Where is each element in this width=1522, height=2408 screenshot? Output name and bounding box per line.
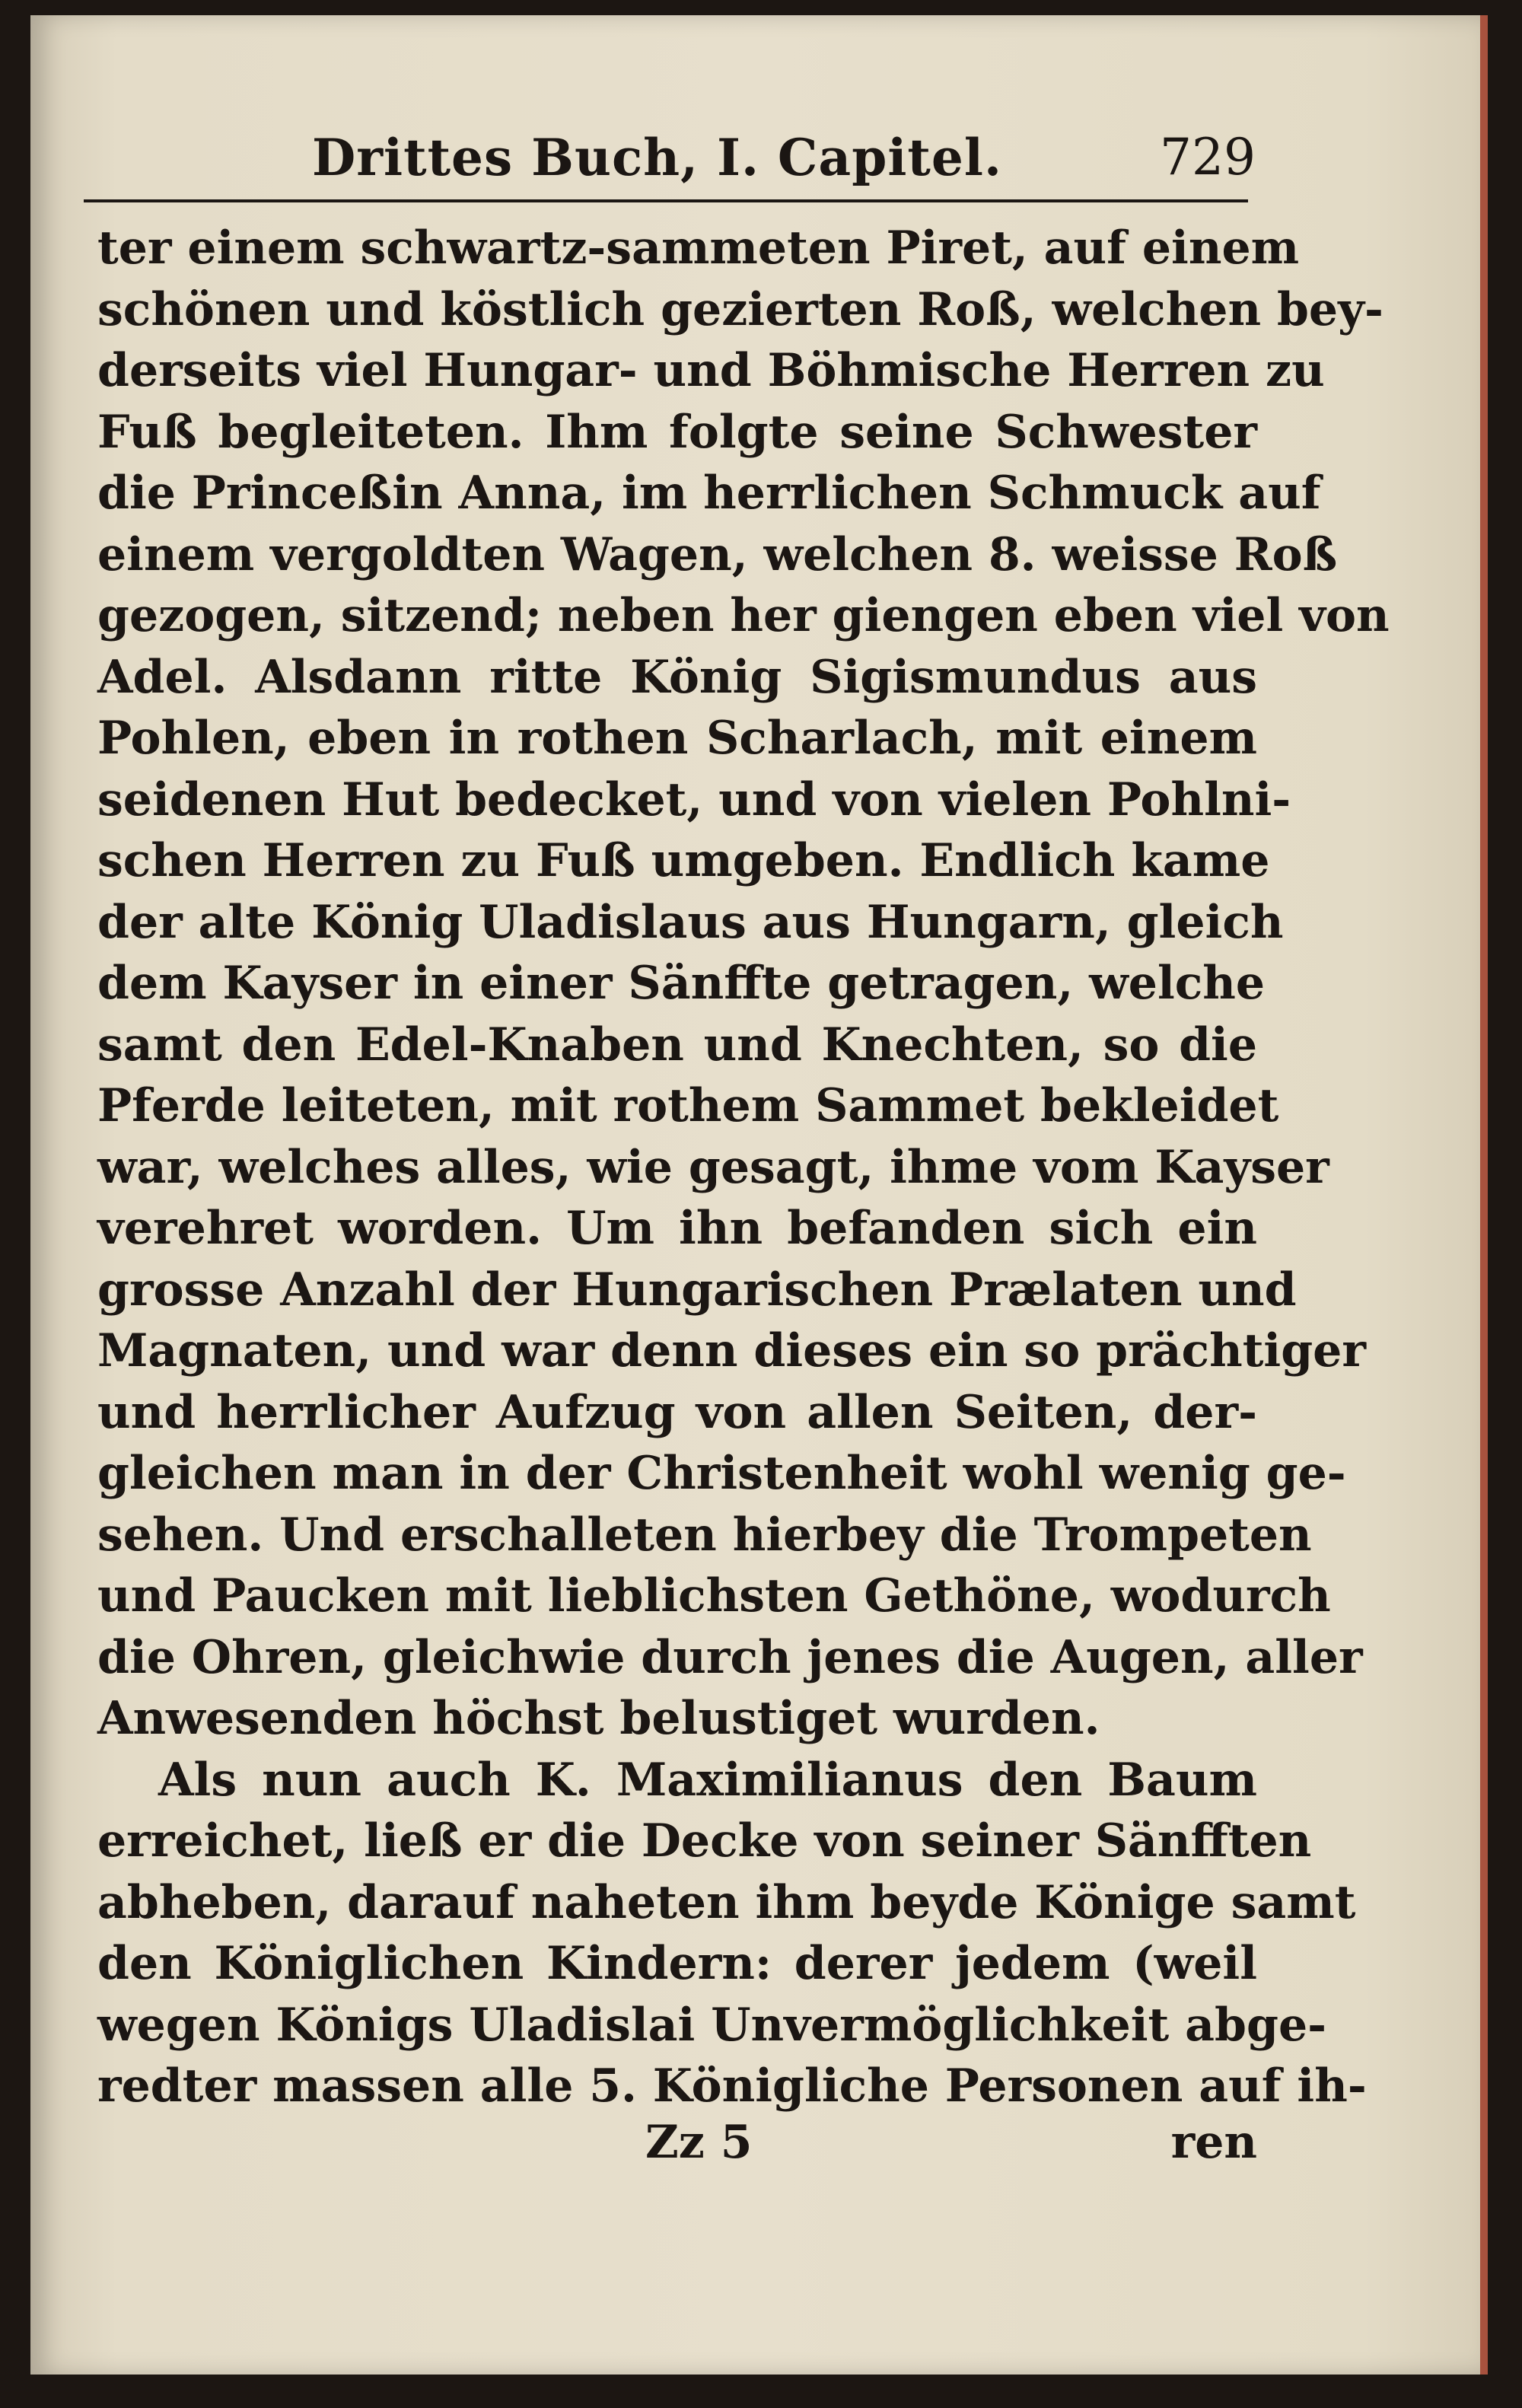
text-line: redter massen alle 5. Königliche Personen auf ih-: [97, 2059, 1367, 2113]
text-line: Pohlen, eben in rothen Scharlach, mit einem: [97, 712, 1257, 765]
text-line: sehen. Und erschalleten hierbey die Trompeten: [97, 1508, 1312, 1562]
text-line: abheben, darauf naheten ihm beyde Könige samt: [97, 1875, 1356, 1929]
text-line: schönen und köstlich gezierten Roß, welchen bey-: [97, 282, 1383, 336]
text-line: die Princeßin Anna, im herrlichen Schmuck auf: [97, 467, 1321, 520]
text-line: ter einem schwartz-sammeten Piret, auf einem: [97, 221, 1300, 275]
text-line: Adel. Alsdann ritte König Sigismundus aus: [97, 650, 1257, 704]
text-line: gleichen man in der Christenheit wohl wenig ge-: [97, 1447, 1346, 1500]
catchword: ren: [1170, 2116, 1257, 2169]
text-line: grosse Anzahl der Hungarischen Prælaten und: [97, 1263, 1297, 1317]
text-line: gezogen, sitzend; neben her giengen eben viel von: [97, 589, 1390, 642]
text-line: schen Herren zu Fuß umgeben. Endlich kame: [97, 834, 1270, 887]
text-line: Anwesenden höchst belustiget wurden.: [97, 1692, 1100, 1745]
text-line: derseits viel Hungar- und Böhmische Herren zu: [97, 344, 1325, 397]
text-line: dem Kayser in einer Sänffte getragen, welche: [97, 957, 1266, 1010]
text-line: war, welches alles, wie gesagt, ihme vom Kayser: [97, 1140, 1329, 1194]
text-line: Magnaten, und war denn dieses ein so prächtiger: [97, 1324, 1366, 1378]
signature-mark: Zz 5: [645, 2116, 753, 2169]
header-rule: [84, 199, 1248, 202]
text-line: einem vergoldten Wagen, welchen 8. weisse Roß: [97, 527, 1338, 581]
text-line: und Paucken mit lieblichsten Gethöne, wodurch: [97, 1569, 1331, 1623]
text-line: samt den Edel-Knaben und Knechten, so die: [97, 1018, 1257, 1072]
text-line: Fuß begleiteten. Ihm folgte seine Schwester: [97, 405, 1257, 459]
text-line: den Königlichen Kindern: derer jedem (weil: [97, 1937, 1257, 1990]
text-line: seidenen Hut bedecket, und von vielen Pohlni-: [97, 772, 1291, 827]
running-head: [274, 128, 1256, 196]
body-text: [97, 218, 1390, 2117]
page-number: 729: [1160, 128, 1256, 186]
text-line: wegen Königs Uladislai Unvermöglichkeit abge-: [97, 1998, 1327, 2052]
text-line: verehret worden. Um ihn befanden sich ein: [97, 1202, 1257, 1255]
text-line: der alte König Uladislaus aus Hungarn, gleich: [97, 895, 1284, 949]
text-line: erreichet, ließ er die Decke von seiner Sänfften: [97, 1814, 1312, 1868]
text-line: und herrlicher Aufzug von allen Seiten, der-: [97, 1385, 1257, 1439]
text-line: die Ohren, gleichwie durch jenes die Augen, aller: [97, 1630, 1363, 1684]
running-title: Drittes Buch, I. Capitel.: [312, 128, 1002, 187]
text-line: Pferde leiteten, mit rothem Sammet bekleidet: [97, 1079, 1279, 1132]
text-line: Als nun auch K. Maximilianus den Baum: [158, 1753, 1257, 1807]
page-footer: [97, 2116, 1257, 2184]
